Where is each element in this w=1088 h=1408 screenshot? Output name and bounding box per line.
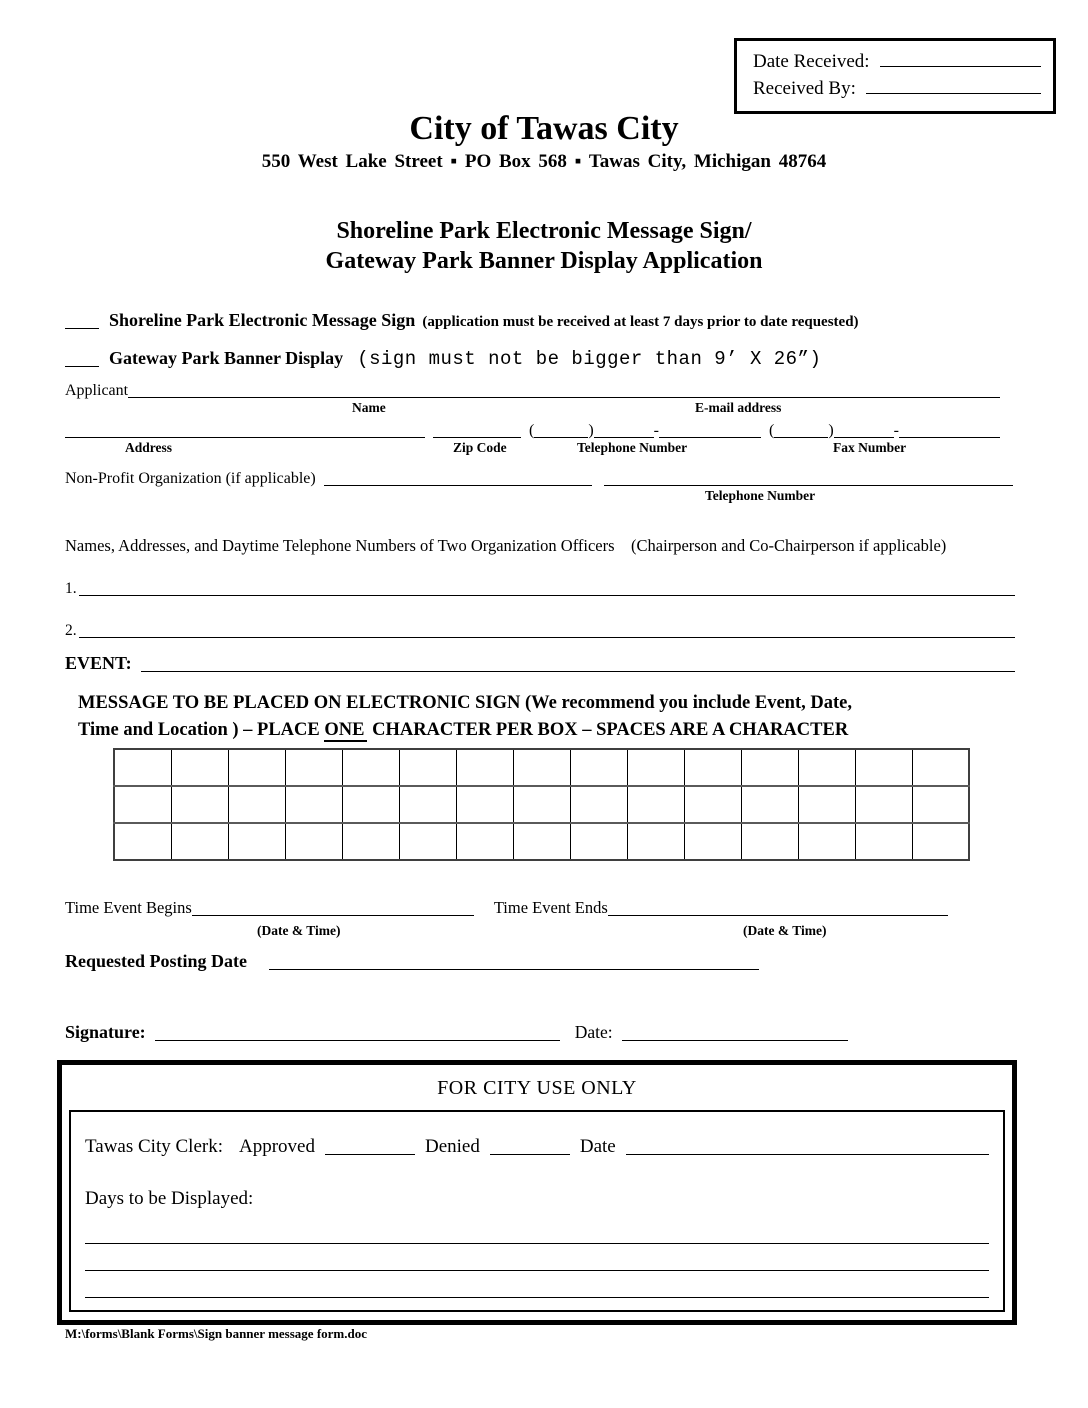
date-received-row [753,49,1041,75]
received-by-label: Received By: [753,78,856,99]
grid-cell [171,786,228,823]
city-use-title: FOR CITY USE ONLY [437,1077,637,1099]
time-captions-row [65,918,948,942]
grid-cell [513,749,570,786]
officer-line-2 [65,622,1015,640]
option-shoreline [65,310,1018,331]
grid-cell [798,786,855,823]
grid-cell [228,786,285,823]
fax-prefix-blank [834,437,894,438]
grid-cell [570,823,627,860]
posting-date-blank [269,969,759,970]
signature-date-blank [622,1040,848,1041]
nonprofit-caption-row [65,488,1013,507]
city-address-line: 550 West Lake Street ▪ PO Box 568 ▪ Tawas City, Michigan 48764 [261,151,827,172]
message-grid [113,748,970,861]
grid-cell [741,823,798,860]
grid-cell [399,786,456,823]
phone-prefix-blank [594,437,654,438]
clerk-date-label: Date [579,1136,616,1157]
message-heading-line2-post: CHARACTER PER BOX – SPACES ARE A CHARACTER [367,720,849,740]
officer-2-blank [79,636,1015,638]
event-section [65,653,1015,674]
nonprofit-section [65,470,1013,507]
officer-1-blank [79,594,1015,596]
grid-cell [684,786,741,823]
grid-cell [285,749,342,786]
city-use-box [57,1060,1017,1325]
grid-cell [228,823,285,860]
form-title-line1: Shoreline Park Electronic Message Sign/ [336,218,752,244]
phone-line-blank [659,437,761,438]
clerk-row [85,1136,989,1158]
grid-row [114,786,969,823]
phone-dash: - [653,422,659,439]
blank-line [85,1244,989,1271]
address-caption: Address [125,440,173,455]
fax-dash: - [893,422,899,439]
grid-cell [684,749,741,786]
city-name: City of Tawas City [409,110,679,147]
received-by-blank [866,92,1041,94]
letterhead [0,110,1088,173]
denied-label: Denied [424,1136,480,1157]
grid-cell [627,749,684,786]
grid-cell [570,749,627,786]
message-heading-line2-pre: Time and Location ) – PLACE [78,720,325,740]
message-heading [78,690,1018,744]
applicant-captions-row1 [65,400,1000,419]
signature-blank [155,1040,560,1041]
form-title [0,216,1088,276]
shoreline-option-note: (application must be received at least 7 days prior to date requested) [422,314,859,330]
nonprofit-name-blank [324,485,592,486]
nonprofit-phone-blank [604,484,1013,486]
shoreline-check-blank [65,328,99,329]
date-received-blank [880,65,1041,67]
grid-cell [798,749,855,786]
officers-heading: Names, Addresses, and Daytime Telephone Numbers of Two Organization Officers (Chairperson and Co-Chairperson if applicable) [65,536,947,555]
grid-cell [741,786,798,823]
time-begins-label: Time Event Begins [65,898,192,917]
received-box [734,38,1056,114]
grid-cell [912,823,969,860]
grid-cell [627,786,684,823]
signature-date-label: Date: [574,1022,613,1042]
gateway-option-label: Gateway Park Banner Display [109,348,344,368]
officer-2-number: 2. [65,622,77,639]
grid-cell [285,786,342,823]
grid-cell [912,786,969,823]
grid-cell [114,786,171,823]
officer-line-1 [65,580,1015,598]
grid-cell [513,823,570,860]
grid-cell [912,749,969,786]
applicant-contact-row [65,422,1000,440]
applicant-name-row [65,382,1000,400]
blank-line [85,1271,989,1298]
city-use-blank-lines [85,1217,989,1298]
grid-cell [855,749,912,786]
clerk-label: Tawas City Clerk: [85,1136,223,1157]
grid-cell [171,749,228,786]
shoreline-option-label: Shoreline Park Electronic Message Sign [109,310,416,330]
grid-cell [399,749,456,786]
nonprofit-row [65,470,1013,488]
officers-section [65,536,1015,640]
grid-cell [171,823,228,860]
name-caption: Name [352,400,386,415]
grid-cell [114,749,171,786]
telephone-caption: Telephone Number [577,440,688,455]
option-gateway [65,348,1018,370]
grid-row [114,823,969,860]
signature-section [65,1022,848,1043]
applicant-name-blank [128,396,1000,398]
message-heading-line2 [78,717,1018,744]
posting-date-row [65,951,948,972]
fax-line-blank [899,436,1000,438]
fax-caption: Fax Number [833,440,907,455]
message-heading-line1: MESSAGE TO BE PLACED ON ELECTRONIC SIGN (We recommend you include Event, Date, [78,693,852,713]
applicant-captions-row2 [65,440,1000,459]
grid-cell [342,786,399,823]
message-grid-wrap [113,748,970,861]
grid-cell [285,823,342,860]
gateway-option-note: (sign must not be bigger than 9’ X 26”) [357,348,822,370]
posting-date-label: Requested Posting Date [65,951,247,971]
grid-cell [456,823,513,860]
grid-cell [513,786,570,823]
sign-type-options [65,310,1018,370]
grid-cell [399,823,456,860]
phone-paren-open: ( [529,422,535,439]
nonprofit-label: Non-Profit Organization (if applicable) [65,470,316,487]
days-displayed-label: Days to be Displayed: [85,1188,254,1209]
nonprofit-phone-caption: Telephone Number [705,488,816,503]
grid-cell [684,823,741,860]
message-grid-body [114,749,969,860]
denied-blank [490,1154,570,1155]
grid-cell [627,823,684,860]
fax-paren-open: ( [768,422,775,439]
gateway-check-blank [65,366,99,367]
grid-row [114,749,969,786]
zip-blank [433,437,521,438]
grid-cell [741,749,798,786]
approved-label: Approved [238,1136,315,1157]
blank-line [85,1217,989,1244]
grid-cell [456,749,513,786]
begins-date-time-caption: (Date & Time) [257,923,341,938]
grid-cell [342,749,399,786]
officer-1-number: 1. [65,580,77,597]
grid-cell [228,749,285,786]
message-heading-one: ONE [324,720,367,742]
signature-label: Signature: [65,1022,146,1042]
fax-area-blank [774,437,828,438]
file-path-footer: M:\forms\Blank Forms\Sign banner message form.doc [65,1326,367,1341]
time-ends-blank [608,914,948,916]
fax-paren-close: ) [828,422,834,439]
grid-cell [570,786,627,823]
grid-cell [855,786,912,823]
phone-area-blank [534,437,588,438]
approved-blank [325,1154,415,1155]
ends-date-time-caption: (Date & Time) [743,923,827,938]
grid-cell [114,823,171,860]
time-row [65,898,948,918]
email-caption: E-mail address [695,400,782,415]
clerk-date-blank [626,1153,989,1155]
grid-cell [855,823,912,860]
time-begins-blank [192,915,474,916]
address-blank [65,437,425,438]
form-title-line2: Gateway Park Banner Display Application [325,248,763,274]
time-ends-label: Time Event Ends [493,898,608,917]
received-by-row [753,76,1041,102]
date-received-label: Date Received: [753,51,870,72]
grid-cell [798,823,855,860]
timing-section [65,898,948,972]
event-blank [141,670,1015,672]
grid-cell [342,823,399,860]
city-use-inner-box [69,1110,1005,1312]
zip-caption: Zip Code [453,440,507,455]
applicant-section [65,382,1000,459]
applicant-label: Applicant [65,382,129,399]
grid-cell [456,786,513,823]
phone-paren-close: ) [588,422,594,439]
event-label: EVENT: [65,653,132,673]
